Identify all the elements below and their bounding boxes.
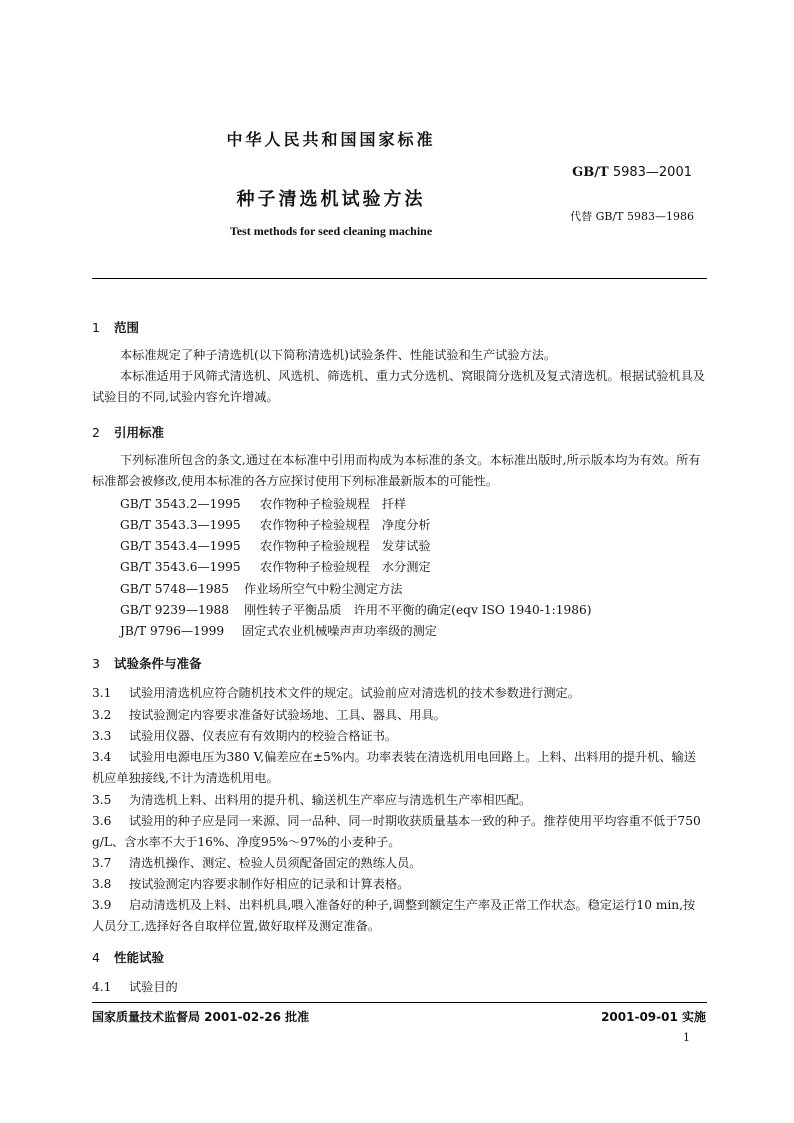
reference-code: JB/T 9796—1999	[120, 624, 225, 638]
section-3-number: 3	[92, 656, 100, 671]
clause-text: 试验用仪器、仪表应有有效期内的校验合格证书。	[129, 729, 398, 743]
clause-text: 按试验测定内容要求制作好相应的记录和计算表格。	[129, 877, 410, 891]
clause-text: 试验用电源电压为380 V,偏差应在±5%内。功率表装在清选机用电回路上。上料、出料用的提升机、输送机应单独接线,不计为清选机用电。	[92, 750, 696, 785]
reference-item	[120, 516, 431, 533]
reference-name: 农作物种子检验规程 扦样	[260, 497, 407, 511]
reference-name: 农作物种子检验规程 水分测定	[260, 560, 431, 574]
reference-item	[120, 537, 431, 554]
section-4-title: 性能试验	[114, 950, 165, 965]
clause-item	[92, 811, 707, 853]
section-1-paragraph-1: 本标准规定了种子清选机(以下简称清选机)试验条件、性能试验和生产试验方法。	[120, 348, 557, 362]
section-4-heading	[92, 948, 164, 966]
reference-item	[120, 601, 592, 618]
reference-code: GB/T 3543.2—1995	[120, 497, 241, 511]
document-title: 种子清选机试验方法	[236, 189, 426, 210]
clause-number: 3.4	[92, 750, 112, 764]
reference-name: 作业场所空气中粉尘测定方法	[244, 582, 403, 596]
section-2-body	[92, 450, 707, 492]
section-1-body	[92, 345, 707, 408]
clause-number: 3.3	[92, 729, 112, 743]
clause-number: 4.1	[92, 980, 112, 994]
clause-item	[92, 853, 707, 874]
reference-code: GB/T 9239—1988	[120, 603, 230, 617]
clause-item	[92, 683, 707, 704]
clause-text: 启动清选机及上料、出料机具,喂入准备好的种子,调整到额定生产率及正常工作状态。稳定运行10 min,按人员分工,选择好各自取样位置,做好取样及测定准备。	[92, 898, 696, 933]
clause-text: 试验用清选机应符合随机技术文件的规定。试验前应对清选机的技术参数进行测定。	[129, 686, 580, 700]
clause-number: 3.1	[92, 686, 112, 700]
header-divider	[92, 278, 707, 279]
clause-item	[92, 977, 707, 998]
section-3-title: 试验条件与准备	[114, 656, 202, 671]
reference-item	[120, 580, 402, 597]
clause-number: 3.5	[92, 793, 112, 807]
clause-number: 3.7	[92, 856, 112, 870]
section-2-heading	[92, 423, 164, 441]
english-title: Test methods for seed cleaning machine	[229, 224, 433, 238]
standard-title: 中华人民共和国国家标准	[226, 130, 436, 149]
section-2-paragraph-1: 下列标准所包含的条文,通过在本标准中引用而构成为本标准的条文。本标准出版时,所示版本均为有效。所有标准都会被修改,使用本标准的各方应探讨使用下列标准最新版本的可能性。	[92, 453, 701, 488]
clause-text: 清选机操作、测定、检验人员须配备固定的熟练人员。	[129, 856, 422, 870]
clause-item	[92, 895, 707, 937]
approval-info: 国家质量技术监督局 2001-02-26 批准	[92, 1010, 310, 1024]
clause-item	[92, 726, 707, 747]
reference-item	[120, 622, 437, 639]
clause-item	[92, 705, 707, 726]
reference-code: GB/T 3543.3—1995	[120, 518, 241, 532]
section-3-heading	[92, 654, 202, 672]
reference-name: 农作物种子检验规程 净度分析	[260, 518, 431, 532]
reference-item	[120, 495, 406, 512]
clause-text: 试验用的种子应是同一来源、同一品种、同一时期收获质量基本一致的种子。推荐使用平均容重不低于750 g/L、含水率不大于16%、净度95%～97%的小麦种子。	[92, 814, 701, 849]
footer-divider	[92, 1002, 707, 1003]
implementation-date: 2001-09-01 实施	[601, 1010, 706, 1024]
clause-text: 试验目的	[129, 980, 178, 994]
standard-code	[572, 165, 692, 180]
section-1-paragraph-2: 本标准适用于风筛式清选机、风选机、筛选机、重力式分选机、窝眼筒分选机及复式清选机。根据试验机具及试验目的不同,试验内容允许增减。	[92, 369, 705, 404]
reference-code: GB/T 3543.6—1995	[120, 560, 241, 574]
section-1-heading	[92, 318, 139, 336]
page-number: 1	[683, 1031, 690, 1044]
clause-item	[92, 790, 707, 811]
reference-name: 刚性转子平衡品质 许用不平衡的确定(eqv ISO 1940-1:1986)	[244, 603, 592, 617]
standard-code-prefix: GB/T	[572, 165, 609, 180]
section-1-number: 1	[92, 320, 100, 335]
clause-text: 按试验测定内容要求准备好试验场地、工具、器具、用具。	[129, 708, 446, 722]
reference-code: GB/T 5748—1985	[120, 582, 230, 596]
reference-code: GB/T 3543.4—1995	[120, 539, 241, 553]
clause-text: 为清选机上料、出料用的提升机、输送机生产率应与清选机生产率相匹配。	[129, 793, 532, 807]
reference-name: 固定式农业机械噪声声功率级的测定	[242, 624, 437, 638]
replaces-note: 代替 GB/T 5983—1986	[570, 210, 694, 223]
clause-item	[92, 747, 707, 789]
clause-number: 3.8	[92, 877, 112, 891]
clause-item	[92, 874, 707, 895]
reference-name: 农作物种子检验规程 发芽试验	[260, 539, 431, 553]
section-4-number: 4	[92, 950, 100, 965]
clause-number: 3.6	[92, 814, 112, 828]
section-2-number: 2	[92, 425, 100, 440]
standard-code-number: 5983—2001	[612, 165, 692, 180]
clause-number: 3.2	[92, 708, 112, 722]
clause-number: 3.9	[92, 898, 112, 912]
reference-item	[120, 558, 431, 575]
section-1-title: 范围	[114, 320, 140, 335]
section-2-title: 引用标准	[114, 425, 165, 440]
